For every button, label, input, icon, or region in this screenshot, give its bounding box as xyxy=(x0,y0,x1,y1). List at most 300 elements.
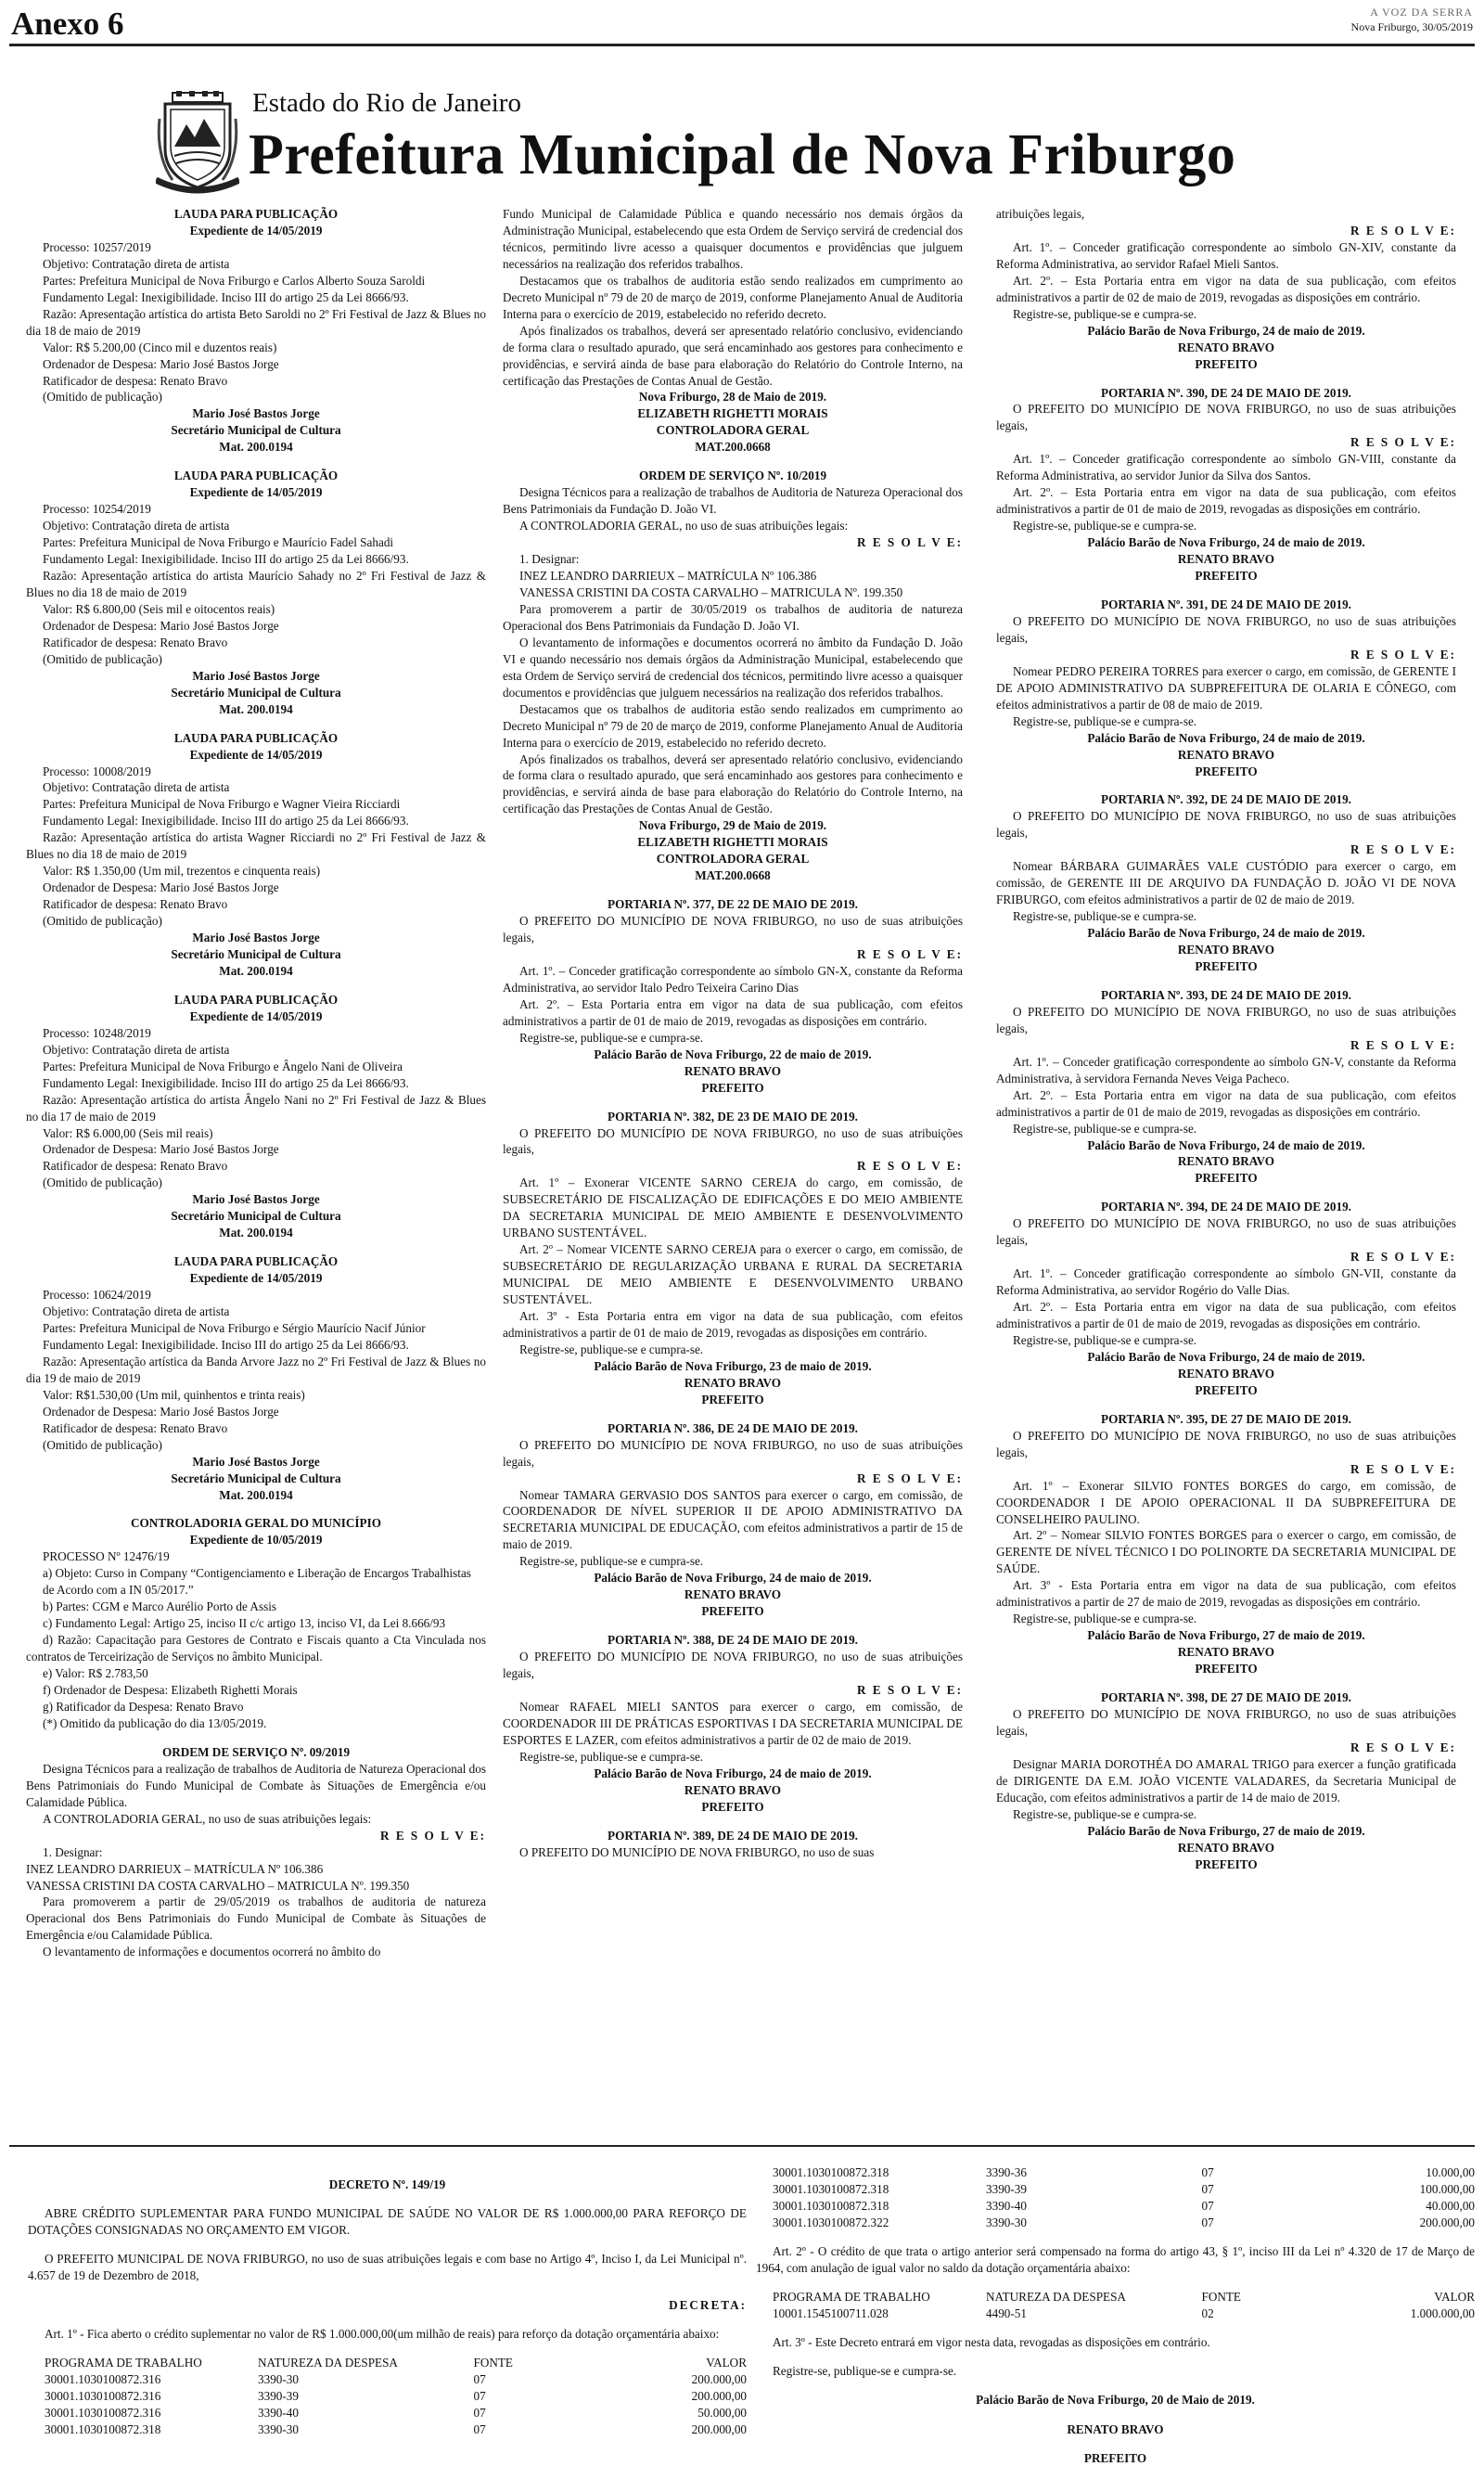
paragraph: Registre-se, publique-se e cumpra-se. xyxy=(519,1749,704,1764)
nature-cell: 3390-39 xyxy=(986,2181,1027,2196)
program-cell: 30001.1030100872.318 xyxy=(45,2421,161,2436)
section-heading: Mat. 200.0194 xyxy=(219,1487,293,1502)
section-heading: RENATO BRAVO xyxy=(684,1375,782,1390)
table-row xyxy=(756,2198,1475,2215)
paragraph: Registre-se, publique-se e cumpra-se. xyxy=(1013,1333,1197,1347)
paragraph: Processo: 10624/2019 xyxy=(43,1288,151,1303)
section-heading: Expediente de 14/05/2019 xyxy=(189,1271,323,1286)
paragraph: (Omitido de publicação) xyxy=(43,1437,162,1452)
resolve-label: R E S O L V E: xyxy=(1350,1461,1456,1476)
section-spacer xyxy=(503,1408,963,1420)
coat-of-arms-logo xyxy=(156,91,239,198)
paragraph: Art. 1º – Exonerar VICENTE SARNO CEREJA do cargo, em comissão, de SUBSECRETÁRIO DE FISCALIZAÇÃO DE EDIFICAÇÕES E DO MEIO AMBIENTE DA SECRETARIA MUNICIPAL DE MEIO AMBIENTE E DESENVOLVIMENTO URBANO SUSTENTÁVEL. xyxy=(503,1175,963,1240)
paragraph: (Omitido de publicação) xyxy=(43,914,162,929)
paragraph: Designa Técnicos para a realização de trabalhos de Auditoria de Natureza Operacional dos Bens Patrimoniais do Fundo Municipal de Combate às Situações de Emergência e/ou Calamidade Pública. xyxy=(26,1761,486,1809)
col-header-source: FONTE xyxy=(473,2355,513,2370)
section-spacer xyxy=(503,1816,963,1828)
section-heading: Mat. 200.0194 xyxy=(219,963,293,978)
section-heading: CONTROLADORA GERAL xyxy=(656,852,810,867)
source-cell: 07 xyxy=(473,2405,486,2420)
paragraph: VANESSA CRISTINI DA COSTA CARVALHO – MATRICULA Nº. 199.350 xyxy=(519,584,903,599)
section-spacer xyxy=(26,456,486,468)
paragraph: 1. Designar: xyxy=(519,552,580,567)
source-cell: 07 xyxy=(473,2371,486,2386)
section-heading: Palácio Barão de Nova Friburgo, 23 de maio de 2019. xyxy=(594,1358,872,1373)
resolve-label: R E S O L V E: xyxy=(1350,1037,1456,1052)
resolve-label: R E S O L V E: xyxy=(857,1683,963,1698)
paragraph: Art. 1º. – Conceder gratificação correspondente ao símbolo GN-V, constante da Reforma Administrativa, à servidora Fernanda Neves Veiga Pacheco. xyxy=(996,1054,1456,1085)
source-cell: 07 xyxy=(1201,2181,1214,2196)
paragraph: Nomear RAFAEL MIELI SANTOS para exercer o cargo, em comissão, de COORDENADOR III DE PRÁTICAS ESPORTIVAS I DA SECRETARIA MUNICIPAL DE ESPORTES E LAZER, com efeitos administrativos a partir de 02 de maio de 2019. xyxy=(503,1699,963,1747)
paragraph: Após finalizados os trabalhos, deverá ser apresentado relatório conclusivo, evidenciando de forma clara o resultado apurado, que será encaminhado aos gestores para conhecimento e providências, e servirá ainda de base para elaboração do Relatório do Controle Interno, na certificação das Prestações de Contas Anual de Gestão. xyxy=(503,323,963,388)
column-3 xyxy=(996,206,1456,1873)
section-spacer xyxy=(26,1503,486,1515)
section-heading: PORTARIA Nº. 388, DE 24 DE MAIO DE 2019. xyxy=(608,1633,858,1648)
paragraph: Registre-se, publique-se e cumpra-se. xyxy=(1013,519,1197,533)
section-heading: PORTARIA Nº. 394, DE 24 DE MAIO DE 2019. xyxy=(1101,1200,1351,1214)
paragraph: Partes: Prefeitura Municipal de Nova Friburgo e Carlos Alberto Souza Saroldi xyxy=(43,273,426,288)
section-heading: CONTROLADORA GERAL xyxy=(656,423,810,438)
resolve-label: R E S O L V E: xyxy=(1350,435,1456,450)
paragraph: Ordenador de Despesa: Mario José Bastos Jorge xyxy=(43,618,279,633)
paragraph: Após finalizados os trabalhos, deverá ser apresentado relatório conclusivo, evidenciando de forma clara o resultado apurado, que será encaminhado aos gestores para conhecimento e providências, e servirá ainda de base para elaboração do Relatório do Controle Interno, na certificação das Prestações de Contas Anual de Gestão. xyxy=(503,751,963,816)
paragraph: Ordenador de Despesa: Mario José Bastos Jorge xyxy=(43,880,279,895)
paragraph: Nomear TAMARA GERVASIO DOS SANTOS para exercer o cargo, em comissão, de COORDENADOR DE NÍVEL SUPERIOR II DE APOIO ADMINISTRATIVO DA SECRETARIA MUNICIPAL DE EDUCAÇÃO, com efeitos administrativos a partir de 15 de maio de 2019. xyxy=(503,1487,963,1552)
paragraph: O PREFEITO DO MUNICÍPIO DE NOVA FRIBURGO, no uso de suas atribuições legais, xyxy=(996,1707,1456,1738)
budget-table-1 xyxy=(28,2355,747,2438)
budget-table-2 xyxy=(756,2164,1475,2231)
col-header-value: VALOR xyxy=(1434,2290,1475,2305)
col-header-source: FONTE xyxy=(1201,2290,1241,2305)
decree-ementa: ABRE CRÉDITO SUPLEMENTAR PARA FUNDO MUNICIPAL DE SAÚDE NO VALOR DE R$ 1.000.000,00 PARA REFORÇO DE DOTAÇÕES CONSIGNADAS NO ORÇAMENTO EM VIGOR. xyxy=(28,2206,747,2238)
paragraph: de Acordo com a IN 05/2017.” xyxy=(43,1583,194,1598)
paragraph: Razão: Apresentação artística do artista Beto Saroldi no 2º Fri Festival de Jazz & Blues no dia 18 de maio de 2019 xyxy=(26,306,486,338)
paragraph: Fundamento Legal: Inexigibilidade. Inciso III do artigo 25 da Lei 8666/93. xyxy=(43,1075,409,1090)
paragraph: b) Partes: CGM e Marco Aurélio Porto de Assis xyxy=(43,1599,277,1614)
section-spacer xyxy=(26,980,486,992)
value-cell: 200.000,00 xyxy=(691,2421,747,2436)
paragraph: (Omitido de publicação) xyxy=(43,390,162,405)
paragraph: Nomear PEDRO PEREIRA TORRES para exercer o cargo, em comissão, de GERENTE I DE APOIO ADMINISTRATIVO DA SUBPREFEITURA DE OLARIA E CÔNEGO, com efeitos administrativos a partir de 08 de maio de 2019. xyxy=(996,663,1456,712)
paragraph: Art. 1º – Exonerar SILVIO FONTES BORGES do cargo, em comissão, de COORDENADOR I DE APOIO OPERACIONAL II DA SUBPREFEITURA DE CONSELHEIRO PAULINO. xyxy=(996,1478,1456,1526)
paragraph: Partes: Prefeitura Municipal de Nova Friburgo e Sérgio Maurício Nacif Júnior xyxy=(43,1321,426,1335)
paragraph: Ratificador de despesa: Renato Bravo xyxy=(43,635,228,649)
paragraph: Objetivo: Contratação direta de artista xyxy=(43,519,230,533)
section-heading: Palácio Barão de Nova Friburgo, 24 de maio de 2019. xyxy=(1087,535,1365,550)
program-cell: 30001.1030100872.322 xyxy=(773,2215,889,2229)
paragraph: O PREFEITO DO MUNICÍPIO DE NOVA FRIBURGO, no uso de suas atribuições legais, xyxy=(503,914,963,945)
section-heading: Secretário Municipal de Cultura xyxy=(171,685,341,700)
paragraph: Art. 1º. – Conceder gratificação correspondente ao símbolo GN-VIII, constante da Reforma Administrativa, ao servidor Junior da Silva dos Santos. xyxy=(996,452,1456,483)
section-heading: Palácio Barão de Nova Friburgo, 24 de maio de 2019. xyxy=(1087,730,1365,745)
paragraph: Registre-se, publique-se e cumpra-se. xyxy=(519,1030,704,1045)
section-heading: Expediente de 10/05/2019 xyxy=(189,1533,323,1548)
paragraph: O PREFEITO DO MUNICÍPIO DE NOVA FRIBURGO, no uso de suas atribuições legais, xyxy=(996,1004,1456,1035)
resolve-label: R E S O L V E: xyxy=(1350,1740,1456,1754)
resolve-label: R E S O L V E: xyxy=(857,1471,963,1485)
paragraph: Processo: 10008/2019 xyxy=(43,764,151,778)
section-heading: MAT.200.0668 xyxy=(695,868,771,883)
section-heading: Palácio Barão de Nova Friburgo, 27 de maio de 2019. xyxy=(1087,1823,1365,1838)
program-cell: 30001.1030100872.318 xyxy=(773,2181,889,2196)
paragraph: Art. 2º – Nomear SILVIO FONTES BORGES para o exercer o cargo, em comissão, de GERENTE DE NÍVEL TÉCNICO I DO POLINORTE DA SECRETARIA MUNICIPAL DE SAÚDE. xyxy=(996,1528,1456,1576)
program-cell: 30001.1030100872.316 xyxy=(45,2371,161,2386)
resolve-label: R E S O L V E: xyxy=(380,1828,486,1843)
nature-cell: 3390-40 xyxy=(258,2405,299,2420)
section-heading: Expediente de 14/05/2019 xyxy=(189,223,323,238)
paragraph: Para promoverem a partir de 29/05/2019 os trabalhos de auditoria de natureza Operacional dos Bens Patrimoniais do Fundo Municipal de Combate às Situações de Emergência e/ou Calamidade Pública. xyxy=(26,1895,486,1943)
section-heading: LAUDA PARA PUBLICAÇÃO xyxy=(173,730,339,745)
paragraph: Processo: 10254/2019 xyxy=(43,502,151,517)
section-spacer xyxy=(503,1097,963,1109)
paragraph: A CONTROLADORIA GERAL, no uso de suas atribuições legais: xyxy=(519,519,849,533)
section-heading: Mario José Bastos Jorge xyxy=(192,668,320,683)
section-spacer xyxy=(996,1187,1456,1199)
paragraph: PROCESSO Nº 12476/19 xyxy=(43,1549,170,1564)
section-heading: PREFEITO xyxy=(1195,958,1258,973)
section-heading: RENATO BRAVO xyxy=(684,1587,782,1602)
paragraph: d) Razão: Capacitação para Gestores de Contrato e Fiscais quanto a Cta Vinculada nos contratos de Terceirização de Serviços no âmbito Municipal. xyxy=(26,1633,486,1664)
section-spacer xyxy=(26,1732,486,1744)
section-heading: Secretário Municipal de Cultura xyxy=(171,423,341,438)
section-heading: Expediente de 14/05/2019 xyxy=(189,485,323,500)
section-heading: PREFEITO xyxy=(1195,356,1258,371)
section-heading: PREFEITO xyxy=(701,1080,764,1095)
table-row xyxy=(756,2164,1475,2181)
section-heading: Palácio Barão de Nova Friburgo, 24 de maio de 2019. xyxy=(594,1766,872,1780)
section-heading: RENATO BRAVO xyxy=(684,1782,782,1797)
paragraph: Art. 1º. – Conceder gratificação correspondente ao símbolo GN-VII, constante da Reforma Administrativa, ao servidor Rogério do Valle Dias. xyxy=(996,1266,1456,1298)
decree-right-column xyxy=(756,2164,1475,2479)
section-heading: RENATO BRAVO xyxy=(1177,1154,1275,1169)
decree-title: DECRETO Nº. 149/19 xyxy=(328,2177,446,2192)
section-spacer xyxy=(503,456,963,468)
resolve-label: R E S O L V E: xyxy=(1350,1250,1456,1265)
paragraph: Valor: R$ 6.800,00 (Seis mil e oitocentos reais) xyxy=(43,601,275,616)
column-2 xyxy=(503,206,963,1861)
section-spacer xyxy=(996,1677,1456,1689)
section-heading: PREFEITO xyxy=(1195,1382,1258,1397)
paragraph: Razão: Apresentação artística do artista Ângelo Nani no 2º Fri Festival de Jazz & Blues no dia 17 de maio de 2019 xyxy=(26,1092,486,1124)
section-heading: LAUDA PARA PUBLICAÇÃO xyxy=(173,207,339,221)
nature-cell: 3390-30 xyxy=(986,2215,1027,2229)
section-heading: PORTARIA Nº. 391, DE 24 DE MAIO DE 2019. xyxy=(1101,597,1351,611)
section-heading: RENATO BRAVO xyxy=(1177,1366,1275,1381)
source-cell: 02 xyxy=(1201,2306,1214,2321)
section-heading: PREFEITO xyxy=(1195,764,1258,778)
paragraph: Ratificador de despesa: Renato Bravo xyxy=(43,897,228,912)
table-row xyxy=(28,2371,747,2388)
paragraph: Valor: R$1.530,00 (Um mil, quinhentos e trinta reais) xyxy=(43,1387,305,1402)
value-cell: 1.000.000,00 xyxy=(1410,2306,1475,2321)
section-heading: Expediente de 14/05/2019 xyxy=(189,747,323,762)
section-heading: RENATO BRAVO xyxy=(1177,340,1275,354)
value-cell: 100.000,00 xyxy=(1419,2181,1475,2196)
paragraph: O PREFEITO DO MUNICÍPIO DE NOVA FRIBURGO, no uso de suas xyxy=(519,1844,875,1859)
paragraph: Ordenador de Despesa: Mario José Bastos Jorge xyxy=(43,1142,279,1157)
paragraph: (Omitido de publicação) xyxy=(43,651,162,666)
paragraph: O PREFEITO DO MUNICÍPIO DE NOVA FRIBURGO, no uso de suas atribuições legais, xyxy=(503,1437,963,1469)
masthead-info xyxy=(1351,6,1473,34)
budget-table-header xyxy=(28,2355,747,2371)
paragraph: Registre-se, publique-se e cumpra-se. xyxy=(1013,909,1197,924)
paragraph: Para promoverem a partir de 30/05/2019 os trabalhos de auditoria de natureza Operacional dos Bens Patrimoniais da Fundação D. João VI. xyxy=(503,601,963,633)
section-heading: RENATO BRAVO xyxy=(1177,943,1275,957)
decree-art1: Art. 1º - Fica aberto o crédito suplementar no valor de R$ 1.000.000,00(um milhão de reais) para reforço da dotação orçamentária abaixo: xyxy=(45,2326,720,2341)
section-spacer xyxy=(26,718,486,730)
paragraph: INEZ LEANDRO DARRIEUX – MATRÍCULA Nº 106.386 xyxy=(26,1861,324,1876)
section-heading: PREFEITO xyxy=(1195,1662,1258,1676)
program-cell: 10001.1545100711.028 xyxy=(773,2306,889,2321)
resolve-label: R E S O L V E: xyxy=(1350,223,1456,238)
table-row xyxy=(28,2421,747,2438)
resolve-label: R E S O L V E: xyxy=(1350,647,1456,661)
paragraph: Art. 1º. – Conceder gratificação correspondente ao símbolo GN-XIV, constante da Reforma Administrativa, ao servidor Rafael Mieli Santos. xyxy=(996,239,1456,271)
paragraph: O PREFEITO DO MUNICÍPIO DE NOVA FRIBURGO, no uso de suas atribuições legais, xyxy=(996,402,1456,433)
section-heading: Palácio Barão de Nova Friburgo, 24 de maio de 2019. xyxy=(1087,1137,1365,1152)
decree-art3: Art. 3º - Este Decreto entrará em vigor nesta data, revogadas as disposições em contrário. xyxy=(773,2335,1210,2350)
section-heading: PORTARIA Nº. 390, DE 24 DE MAIO DE 2019. xyxy=(1101,385,1351,400)
section-heading: Secretário Municipal de Cultura xyxy=(171,946,341,961)
paragraph: Partes: Prefeitura Municipal de Nova Friburgo e Wagner Vieira Ricciardi xyxy=(43,797,401,812)
decree-preamble: O PREFEITO MUNICIPAL DE NOVA FRIBURGO, no uso de suas atribuições legais e com base no Artigo 4º, Inciso I, da Lei Municipal nº. 4.657 de 19 de Dezembro de 2018, xyxy=(28,2252,747,2283)
section-heading: LAUDA PARA PUBLICAÇÃO xyxy=(173,992,339,1007)
paragraph: Objetivo: Contratação direta de artista xyxy=(43,1042,230,1057)
paragraph: Designa Técnicos para a realização de trabalhos de Auditoria de Natureza Operacional dos Bens Patrimoniais da Fundação D. João VI. xyxy=(503,485,963,517)
section-heading: Nova Friburgo, 29 de Maio de 2019. xyxy=(638,818,827,833)
paragraph: Fundamento Legal: Inexigibilidade. Inciso III do artigo 25 da Lei 8666/93. xyxy=(43,814,409,828)
paragraph: Partes: Prefeitura Municipal de Nova Friburgo e Ângelo Nani de Oliveira xyxy=(43,1059,403,1073)
decree-art2: Art. 2º - O crédito de que trata o artigo anterior será compensado na forma do artigo 43, § 1º, inciso III da Lei nº 4.320 de 17 de Março de 1964, com anulação de igual valor no saldo da dotação orçamentária abaixo: xyxy=(756,2244,1475,2275)
section-heading: PORTARIA Nº. 377, DE 22 DE MAIO DE 2019. xyxy=(608,897,858,912)
paragraph: Art. 3º - Esta Portaria entra em vigor na data de sua publicação, com efeitos administrativos a partir de 27 de maio de 2019, revogadas as disposições em contrário. xyxy=(996,1578,1456,1610)
paragraph: Registre-se, publique-se e cumpra-se. xyxy=(1013,1612,1197,1626)
paragraph: O levantamento de informações e documentos ocorrerá no âmbito do xyxy=(43,1945,381,1959)
section-heading: Expediente de 14/05/2019 xyxy=(189,1008,323,1023)
section-spacer xyxy=(503,1620,963,1632)
paragraph: Ratificador de despesa: Renato Bravo xyxy=(43,1159,228,1174)
paragraph: f) Ordenador de Despesa: Elizabeth Righetti Morais xyxy=(43,1683,298,1698)
source-cell: 07 xyxy=(473,2421,486,2436)
section-spacer xyxy=(996,584,1456,597)
paragraph: Ratificador de despesa: Renato Bravo xyxy=(43,373,228,388)
paragraph: INEZ LEANDRO DARRIEUX – MATRÍCULA Nº 106.386 xyxy=(519,569,817,584)
section-heading: PORTARIA Nº. 398, DE 27 DE MAIO DE 2019. xyxy=(1101,1690,1351,1705)
paragraph: Art. 1º. – Conceder gratificação correspondente ao símbolo GN-X, constante da Reforma Administrativa, ao servidor Italo Pedro Teixeira Carino Dias xyxy=(503,963,963,995)
program-cell: 30001.1030100872.316 xyxy=(45,2388,161,2403)
value-cell: 200.000,00 xyxy=(1419,2215,1475,2229)
paragraph: Registre-se, publique-se e cumpra-se. xyxy=(1013,1806,1197,1821)
paragraph: Art. 2º. – Esta Portaria entra em vigor na data de sua publicação, com efeitos administrativos a partir de 01 de maio de 2019, revogadas as disposições em contrário. xyxy=(996,485,1456,517)
paragraph: O PREFEITO DO MUNICÍPIO DE NOVA FRIBURGO, no uso de suas atribuições legais, xyxy=(503,1125,963,1157)
paragraph: Destacamos que os trabalhos de auditoria estão sendo realizados em cumprimento ao Decreto Municipal nº 79 de 20 de março de 2019, conforme Planejamento Anual de Auditoria Interna para o exercício de 2019, estabelecido no referido decreto. xyxy=(503,701,963,750)
paragraph: O PREFEITO DO MUNICÍPIO DE NOVA FRIBURGO, no uso de suas atribuições legais, xyxy=(996,613,1456,645)
col-header-program: PROGRAMA DE TRABALHO xyxy=(773,2290,930,2305)
paragraph: Objetivo: Contratação direta de artista xyxy=(43,256,230,271)
paragraph: Objetivo: Contratação direta de artista xyxy=(43,780,230,795)
nature-cell: 3390-30 xyxy=(258,2371,299,2386)
prefecture-title: Prefeitura Municipal de Nova Friburgo xyxy=(249,123,1236,186)
resolve-label: R E S O L V E: xyxy=(857,535,963,550)
table-row xyxy=(756,2306,1475,2322)
section-heading: PREFEITO xyxy=(1195,1856,1258,1871)
section-heading: PORTARIA Nº. 389, DE 24 DE MAIO DE 2019. xyxy=(608,1828,858,1843)
source-cell: 07 xyxy=(1201,2198,1214,2213)
section-heading: PREFEITO xyxy=(701,1604,764,1619)
dateline: Nova Friburgo, 30/05/2019 xyxy=(1350,19,1473,33)
table-row xyxy=(756,2215,1475,2231)
section-heading: LAUDA PARA PUBLICAÇÃO xyxy=(173,1254,339,1269)
section-spacer xyxy=(503,884,963,896)
paragraph: a) Objeto: Curso in Company “Contigenciamento e Liberação de Encargos Trabalhistas xyxy=(43,1566,471,1581)
section-heading: RENATO BRAVO xyxy=(684,1063,782,1078)
section-heading: ELIZABETH RIGHETTI MORAIS xyxy=(637,406,828,421)
paragraph: Partes: Prefeitura Municipal de Nova Friburgo e Maurício Fadel Sahadi xyxy=(43,535,394,550)
paragraph: O levantamento de informações e documentos ocorrerá no âmbito da Fundação D. João VI e quando necessário nos demais órgãos da Administração Municipal, estabelecendo que esta Ordem de Serviço servirá de credencial dos técnicos, permitindo livre acesso a quaisquer documentos e providências que julguem necessários na realização dos referidos trabalhos. xyxy=(503,635,963,700)
value-cell: 200.000,00 xyxy=(691,2388,747,2403)
paragraph: O PREFEITO DO MUNICÍPIO DE NOVA FRIBURGO, no uso de suas atribuições legais, xyxy=(996,1216,1456,1248)
section-spacer xyxy=(996,779,1456,791)
section-heading: Palácio Barão de Nova Friburgo, 27 de maio de 2019. xyxy=(1087,1628,1365,1643)
column-1 xyxy=(26,206,486,1960)
section-heading: Mario José Bastos Jorge xyxy=(192,1192,320,1207)
value-cell: 200.000,00 xyxy=(691,2371,747,2386)
section-heading: ORDEM DE SERVIÇO Nº. 10/2019 xyxy=(638,469,827,483)
section-heading: Mat. 200.0194 xyxy=(219,701,293,716)
paragraph: Registre-se, publique-se e cumpra-se. xyxy=(1013,306,1197,321)
annex-title: Anexo 6 xyxy=(11,6,124,42)
decree-decreta: DECRETA: xyxy=(669,2297,747,2312)
section-heading: Palácio Barão de Nova Friburgo, 24 de maio de 2019. xyxy=(1087,1349,1365,1364)
decree-signer-role: PREFEITO xyxy=(1083,2450,1147,2465)
section-heading: PREFEITO xyxy=(701,1392,764,1406)
section-heading: LAUDA PARA PUBLICAÇÃO xyxy=(173,469,339,483)
section-heading: RENATO BRAVO xyxy=(1177,1840,1275,1855)
decree-signer: RENATO BRAVO xyxy=(1067,2421,1164,2436)
value-cell: 10.000,00 xyxy=(1426,2165,1475,2179)
budget-table-header xyxy=(756,2289,1475,2306)
nature-cell: 4490-51 xyxy=(986,2306,1027,2321)
section-heading: RENATO BRAVO xyxy=(1177,1645,1275,1660)
resolve-label: R E S O L V E: xyxy=(857,1159,963,1174)
table-row xyxy=(28,2388,747,2405)
col-header-nature: NATUREZA DA DESPESA xyxy=(986,2290,1126,2305)
nature-cell: 3390-39 xyxy=(258,2388,299,2403)
col-header-program: PROGRAMA DE TRABALHO xyxy=(45,2355,202,2370)
nature-cell: 3390-36 xyxy=(986,2165,1027,2179)
section-heading: PORTARIA Nº. 392, DE 24 DE MAIO DE 2019. xyxy=(1101,792,1351,807)
paragraph: Razão: Apresentação artística da Banda Arvore Jazz no 2º Fri Festival de Jazz & Blues no dia 19 de maio de 2019 xyxy=(26,1354,486,1385)
section-heading: MAT.200.0668 xyxy=(695,440,771,455)
paragraph: 1. Designar: xyxy=(43,1844,103,1859)
section-heading: Nova Friburgo, 28 de Maio de 2019. xyxy=(638,390,827,405)
decree-left-column xyxy=(28,2164,747,2438)
program-cell: 30001.1030100872.318 xyxy=(773,2198,889,2213)
paragraph: Objetivo: Contratação direta de artista xyxy=(43,1304,230,1319)
paragraph: Razão: Apresentação artística do artista Wagner Ricciardi no 2º Fri Festival de Jazz & Blues no dia 18 de maio de 2019 xyxy=(26,830,486,862)
col-header-nature: NATUREZA DA DESPESA xyxy=(258,2355,398,2370)
paragraph: Fundamento Legal: Inexigibilidade. Inciso III do artigo 25 da Lei 8666/93. xyxy=(43,552,409,567)
publication-name: A VOZ DA SERRA xyxy=(1370,6,1473,19)
paragraph: Fundo Municipal de Calamidade Pública e quando necessário nos demais órgãos da Administração Municipal, estabelecendo que esta Ordem de Serviço servirá de credencial dos técnicos, permitindo livre acesso a quaisquer documentos e providências que julguem necessários na realização dos referidos trabalhos. xyxy=(503,207,963,271)
paragraph: e) Valor: R$ 2.783,50 xyxy=(43,1666,148,1681)
section-heading: CONTROLADORIA GERAL DO MUNICÍPIO xyxy=(130,1516,381,1531)
paragraph: A CONTROLADORIA GERAL, no uso de suas atribuições legais: xyxy=(43,1811,372,1826)
decree-closing: Registre-se, publique-se e cumpra-se. xyxy=(773,2364,957,2379)
section-heading: Secretário Municipal de Cultura xyxy=(171,1471,341,1485)
section-heading: PREFEITO xyxy=(1195,569,1258,584)
paragraph: Fundamento Legal: Inexigibilidade. Inciso III do artigo 25 da Lei 8666/93. xyxy=(43,289,409,304)
paragraph: atribuições legais, xyxy=(996,207,1085,221)
section-heading: ORDEM DE SERVIÇO Nº. 09/2019 xyxy=(161,1744,351,1759)
section-heading: RENATO BRAVO xyxy=(1177,552,1275,567)
section-heading: PORTARIA Nº. 393, DE 24 DE MAIO DE 2019. xyxy=(1101,987,1351,1002)
section-heading: PREFEITO xyxy=(1195,1171,1258,1186)
paragraph: Registre-se, publique-se e cumpra-se. xyxy=(1013,1121,1197,1136)
paragraph: Art. 3º - Esta Portaria entra em vigor na data de sua publicação, com efeitos administrativos a partir de 01 de maio de 2019, revogadas as disposições em contrário. xyxy=(503,1309,963,1340)
decree-place-date: Palácio Barão de Nova Friburgo, 20 de Maio de 2019. xyxy=(976,2393,1255,2408)
section-heading: Mat. 200.0194 xyxy=(219,1226,293,1240)
section-heading: Mario José Bastos Jorge xyxy=(192,931,320,945)
section-heading: Mat. 200.0194 xyxy=(219,440,293,455)
state-name: Estado do Rio de Janeiro xyxy=(252,88,521,118)
paragraph: O PREFEITO DO MUNICÍPIO DE NOVA FRIBURGO, no uso de suas atribuições legais, xyxy=(503,1650,963,1681)
paragraph: Art. 2º – Nomear VICENTE SARNO CEREJA para o exercer o cargo, em comissão, de SUBSECRETÁRIO DE REGULARIZAÇÃO URBANA E RURAL DA SECRETARIA MUNICIPAL DE MEIO AMBIENTE E DESENVOLVIMENTO URBANO SUSTENTÁVEL. xyxy=(503,1242,963,1307)
section-spacer xyxy=(996,373,1456,385)
section-heading: Secretário Municipal de Cultura xyxy=(171,1209,341,1224)
paragraph: Art. 2º. – Esta Portaria entra em vigor na data de sua publicação, com efeitos administrativos a partir de 01 de maio de 2019, revogadas as disposições em contrário. xyxy=(503,996,963,1028)
section-spacer xyxy=(26,1241,486,1253)
paragraph: Valor: R$ 5.200,00 (Cinco mil e duzentos reais) xyxy=(43,340,277,354)
paragraph: Art. 2º. – Esta Portaria entra em vigor na data de sua publicação, com efeitos administrativos a partir de 02 de maio de 2019, revogadas as disposições em contrário. xyxy=(996,273,1456,304)
section-heading: PREFEITO xyxy=(701,1799,764,1814)
section-heading: Palácio Barão de Nova Friburgo, 22 de maio de 2019. xyxy=(594,1047,872,1061)
paragraph: Registre-se, publique-se e cumpra-se. xyxy=(519,1342,704,1356)
budget-table-3 xyxy=(756,2289,1475,2322)
section-spacer xyxy=(996,975,1456,987)
paragraph: (*) Omitido da publicação do dia 13/05/2019. xyxy=(43,1715,267,1730)
paragraph: c) Fundamento Legal: Artigo 25, inciso II c/c artigo 13, inciso VI, da Lei 8.666/93 xyxy=(43,1616,446,1631)
value-cell: 40.000,00 xyxy=(1426,2198,1475,2213)
paragraph: Valor: R$ 1.350,00 (Um mil, trezentos e cinquenta reais) xyxy=(43,864,321,879)
paragraph: O PREFEITO DO MUNICÍPIO DE NOVA FRIBURGO, no uso de suas atribuições legais, xyxy=(996,1428,1456,1459)
source-cell: 07 xyxy=(1201,2165,1214,2179)
paragraph: Fundamento Legal: Inexigibilidade. Inciso III do artigo 25 da Lei 8666/93. xyxy=(43,1337,409,1352)
paragraph: g) Ratificador da Despesa: Renato Bravo xyxy=(43,1699,244,1714)
paragraph: VANESSA CRISTINI DA COSTA CARVALHO – MATRICULA Nº. 199.350 xyxy=(26,1878,410,1893)
nature-cell: 3390-30 xyxy=(258,2421,299,2436)
paragraph: Ordenador de Despesa: Mario José Bastos Jorge xyxy=(43,1404,279,1419)
section-spacer xyxy=(996,1399,1456,1411)
paragraph: Designar MARIA DOROTHÉA DO AMARAL TRIGO para exercer a função gratificada de DIRIGENTE DA E.M. JOÃO VICENTE VALADARES, da Secretaria Municipal de Educação, com efeitos administrativos a partir de 14 de maio de 2019. xyxy=(996,1756,1456,1805)
paragraph: Razão: Apresentação artística do artista Maurício Sahady no 2º Fri Festival de Jazz & Blues no dia 18 de maio de 2019 xyxy=(26,569,486,599)
paragraph: Registre-se, publique-se e cumpra-se. xyxy=(1013,713,1197,728)
nature-cell: 3390-40 xyxy=(986,2198,1027,2213)
source-cell: 07 xyxy=(1201,2215,1214,2229)
source-cell: 07 xyxy=(473,2388,486,2403)
table-row xyxy=(756,2181,1475,2198)
resolve-label: R E S O L V E: xyxy=(1350,842,1456,857)
paragraph: Ordenador de Despesa: Mario José Bastos Jorge xyxy=(43,356,279,371)
section-heading: PORTARIA Nº. 395, DE 27 DE MAIO DE 2019. xyxy=(1101,1411,1351,1426)
paragraph: Ratificador de despesa: Renato Bravo xyxy=(43,1420,228,1435)
section-heading: Mario José Bastos Jorge xyxy=(192,1454,320,1469)
section-heading: PORTARIA Nº. 382, DE 23 DE MAIO DE 2019. xyxy=(608,1109,858,1124)
section-heading: RENATO BRAVO xyxy=(1177,747,1275,762)
paragraph: Destacamos que os trabalhos de auditoria estão sendo realizados em cumprimento ao Decreto Municipal nº 79 de 20 de março de 2019, conforme Planejamento Anual de Auditoria Interna para o exercício de 2019, estabelecido no referido decreto. xyxy=(503,273,963,321)
program-cell: 30001.1030100872.316 xyxy=(45,2405,161,2420)
section-heading: Palácio Barão de Nova Friburgo, 24 de maio de 2019. xyxy=(1087,323,1365,338)
